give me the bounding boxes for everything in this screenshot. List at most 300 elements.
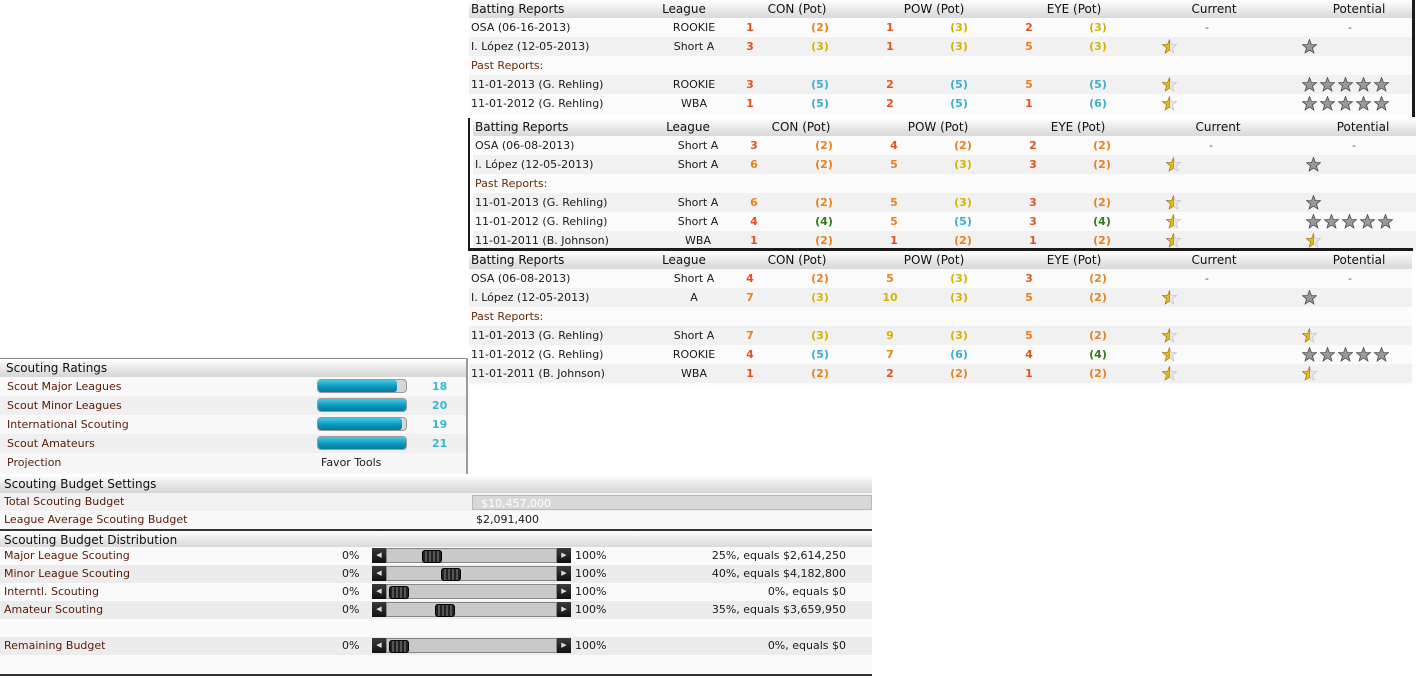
star-icon <box>1302 347 1317 362</box>
pow-pot-value: (3) <box>950 21 968 34</box>
report-source: OSA (06-08-2013) <box>475 139 575 152</box>
report-source: 11-01-2012 (G. Rehling) <box>471 348 604 361</box>
star-icon <box>1302 39 1317 54</box>
report-row[interactable] <box>469 269 1412 288</box>
half-star-icon <box>1302 366 1317 381</box>
slider-increment-button[interactable]: ▶ <box>557 602 571 617</box>
slider-max-label: 100% <box>575 603 607 616</box>
star-icon <box>1324 214 1339 229</box>
ratings-border <box>466 358 468 474</box>
half-star-icon <box>1302 328 1317 343</box>
current-rating-stars <box>1162 366 1180 381</box>
scouting-rating-bar <box>317 398 407 412</box>
eye-pot-value: (2) <box>1093 158 1111 171</box>
half-star-icon <box>1162 366 1177 381</box>
eye-value: 2 <box>1025 21 1033 34</box>
budget-row-summary: 25%, equals $2,614,250 <box>711 549 846 562</box>
pow-value: 2 <box>886 97 894 110</box>
pow-value: 7 <box>886 348 894 361</box>
star-icon <box>1338 96 1353 111</box>
pow-pot-value: (3) <box>950 40 968 53</box>
slider-decrement-button[interactable]: ◀ <box>372 638 386 653</box>
report-source: 11-01-2013 (G. Rehling) <box>471 78 604 91</box>
pow-value: 1 <box>890 234 898 247</box>
budget-distribution-title: Scouting Budget Distribution <box>0 531 872 549</box>
header-league[interactable]: League <box>666 120 710 134</box>
scouting-rating-bar-fill <box>318 437 406 449</box>
star-icon <box>1374 347 1389 362</box>
past-reports-label: Past Reports: <box>471 59 544 72</box>
report-league: WBA <box>685 234 711 247</box>
report-league: Short A <box>677 139 719 152</box>
report-source: 11-01-2011 (B. Johnson) <box>471 367 605 380</box>
con-pot-value: (3) <box>811 291 829 304</box>
pow-pot-value: (5) <box>950 78 968 91</box>
current-rating-empty: - <box>1205 21 1209 34</box>
report-source: I. López (12-05-2013) <box>475 158 594 171</box>
pow-pot-value: (3) <box>954 158 972 171</box>
eye-pot-value: (2) <box>1089 329 1107 342</box>
potential-rating-stars <box>1302 39 1320 54</box>
report-header-row <box>469 0 1412 18</box>
batting-report-table <box>469 251 1412 385</box>
slider-min-label: 0% <box>342 639 360 652</box>
scouting-ratings-title: Scouting Ratings <box>0 359 467 377</box>
report-row[interactable] <box>469 18 1412 37</box>
eye-value: 3 <box>1025 272 1033 285</box>
bottom-border <box>0 674 872 676</box>
eye-value: 3 <box>1029 196 1037 209</box>
budget-settings-title: Scouting Budget Settings <box>0 475 872 493</box>
report-league: ROOKIE <box>672 21 716 34</box>
con-value: 6 <box>750 158 758 171</box>
star-icon <box>1306 214 1321 229</box>
report-source: 11-01-2013 (G. Rehling) <box>475 196 608 209</box>
current-rating-empty: - <box>1209 139 1213 152</box>
pow-value: 5 <box>886 272 894 285</box>
header-potential[interactable]: Potential <box>1336 120 1390 134</box>
report-league: Short A <box>677 158 719 171</box>
report-row[interactable] <box>469 364 1412 383</box>
slider-increment-button[interactable]: ▶ <box>557 566 571 581</box>
pow-value: 5 <box>890 196 898 209</box>
scouting-rating-value: 20 <box>432 399 448 412</box>
scouting-rating-bar-fill <box>318 418 402 430</box>
report-league: ROOKIE <box>672 348 716 361</box>
spacer-row <box>0 619 872 637</box>
scouting-rating-label: International Scouting <box>7 418 129 431</box>
report-row[interactable] <box>473 212 1416 231</box>
report-source: 11-01-2012 (G. Rehling) <box>471 97 604 110</box>
past-reports-row <box>469 307 1412 326</box>
potential-rating-stars <box>1306 195 1324 210</box>
con-value: 7 <box>746 291 754 304</box>
eye-value: 5 <box>1025 78 1033 91</box>
league-average-row <box>0 511 872 529</box>
report-source: 11-01-2011 (B. Johnson) <box>475 234 609 247</box>
scouting-rating-label: Scout Amateurs <box>7 437 95 450</box>
eye-value: 2 <box>1029 139 1037 152</box>
potential-rating-stars <box>1306 157 1324 172</box>
header-batting-reports[interactable]: Batting Reports <box>475 120 569 134</box>
report-row[interactable] <box>469 75 1412 94</box>
header-con-pot[interactable]: CON (Pot) <box>767 253 827 267</box>
pow-pot-value: (5) <box>954 215 972 228</box>
scouting-rating-bar <box>317 379 407 393</box>
half-star-icon <box>1166 157 1181 172</box>
slider-min-label: 0% <box>342 549 360 562</box>
total-budget-input[interactable]: $10,457,000 <box>472 495 872 510</box>
star-icon <box>1302 290 1317 305</box>
projection-value[interactable]: Favor Tools <box>321 456 382 469</box>
con-pot-value: (5) <box>811 78 829 91</box>
projection-row <box>0 453 467 472</box>
half-star-icon <box>1166 195 1181 210</box>
eye-pot-value: (2) <box>1093 196 1111 209</box>
pow-pot-value: (3) <box>950 291 968 304</box>
con-pot-value: (2) <box>811 21 829 34</box>
slider-max-label: 100% <box>575 549 607 562</box>
current-rating-stars <box>1166 195 1184 210</box>
potential-rating-stars <box>1302 290 1320 305</box>
half-star-icon <box>1162 290 1177 305</box>
pow-value: 5 <box>890 158 898 171</box>
scouting-rating-bar-fill <box>318 399 406 411</box>
report-league: WBA <box>681 97 707 110</box>
eye-value: 4 <box>1025 348 1033 361</box>
pow-value: 1 <box>886 21 894 34</box>
header-eye-pot[interactable]: EYE (Pot) <box>1046 253 1102 267</box>
eye-value: 5 <box>1025 40 1033 53</box>
slider-max-label: 100% <box>575 585 607 598</box>
con-pot-value: (2) <box>811 367 829 380</box>
slider-min-label: 0% <box>342 603 360 616</box>
con-pot-value: (2) <box>815 139 833 152</box>
budget-slider-track[interactable] <box>386 638 557 653</box>
star-icon <box>1306 157 1321 172</box>
eye-pot-value: (2) <box>1089 291 1107 304</box>
report-league: Short A <box>677 196 719 209</box>
budget-slider-thumb[interactable] <box>422 550 442 563</box>
scouting-rating-row <box>0 377 467 396</box>
eye-value: 3 <box>1029 158 1037 171</box>
report-source: OSA (06-08-2013) <box>471 272 571 285</box>
con-value: 1 <box>746 97 754 110</box>
header-con-pot[interactable]: CON (Pot) <box>767 2 827 16</box>
scouting-rating-value: 18 <box>432 380 448 393</box>
star-icon <box>1356 96 1371 111</box>
eye-pot-value: (4) <box>1093 215 1111 228</box>
report-source: I. López (12-05-2013) <box>471 40 590 53</box>
budget-row-summary: 0%, equals $0 <box>767 585 846 598</box>
star-icon <box>1356 347 1371 362</box>
scouting-ratings-panel <box>0 358 467 474</box>
report-border <box>468 118 470 250</box>
budget-slider-track[interactable] <box>386 584 557 599</box>
eye-pot-value: (3) <box>1089 40 1107 53</box>
pow-pot-value: (2) <box>950 367 968 380</box>
eye-pot-value: (2) <box>1093 139 1111 152</box>
past-reports-row <box>473 174 1416 193</box>
eye-pot-value: (2) <box>1093 234 1111 247</box>
report-row[interactable] <box>469 288 1412 307</box>
pow-pot-value: (2) <box>954 139 972 152</box>
star-icon <box>1378 214 1393 229</box>
con-value: 3 <box>750 139 758 152</box>
budget-row-label: Minor League Scouting <box>4 567 130 580</box>
budget-row-summary: 0%, equals $0 <box>767 639 846 652</box>
star-icon <box>1320 77 1335 92</box>
scouting-rating-bar-fill <box>318 380 397 392</box>
slider-increment-button[interactable]: ▶ <box>557 638 571 653</box>
eye-value: 1 <box>1029 234 1037 247</box>
potential-rating-empty: - <box>1348 272 1352 285</box>
budget-row <box>0 583 872 601</box>
header-current[interactable]: Current <box>1195 120 1241 134</box>
scouting-rating-row <box>0 415 467 434</box>
report-league: Short A <box>673 329 715 342</box>
current-rating-stars <box>1162 290 1180 305</box>
batting-report-table <box>469 0 1412 115</box>
eye-pot-value: (6) <box>1089 97 1107 110</box>
star-icon <box>1320 347 1335 362</box>
slider-min-label: 0% <box>342 567 360 580</box>
current-rating-stars <box>1166 214 1184 229</box>
report-league: Short A <box>673 272 715 285</box>
star-icon <box>1302 96 1317 111</box>
con-value: 6 <box>750 196 758 209</box>
pow-value: 2 <box>886 367 894 380</box>
scouting-rating-value: 21 <box>432 437 448 450</box>
eye-pot-value: (4) <box>1089 348 1107 361</box>
report-source: OSA (06-16-2013) <box>471 21 571 34</box>
pow-value: 2 <box>886 78 894 91</box>
budget-row-summary: 35%, equals $3,659,950 <box>711 603 846 616</box>
header-league[interactable]: League <box>662 2 706 16</box>
current-rating-stars <box>1162 39 1180 54</box>
current-rating-stars <box>1162 77 1180 92</box>
budget-row-label: Amateur Scouting <box>4 603 104 616</box>
pow-value: 1 <box>886 40 894 53</box>
con-value: 1 <box>746 21 754 34</box>
slider-increment-button[interactable]: ▶ <box>557 584 571 599</box>
con-value: 4 <box>746 348 754 361</box>
current-rating-stars <box>1166 233 1184 248</box>
pow-pot-value: (3) <box>950 272 968 285</box>
con-pot-value: (2) <box>815 196 833 209</box>
header-potential[interactable]: Potential <box>1332 2 1386 16</box>
pow-value: 10 <box>882 291 898 304</box>
half-star-icon <box>1166 214 1181 229</box>
report-row[interactable] <box>469 94 1412 113</box>
eye-pot-value: (2) <box>1089 367 1107 380</box>
header-batting-reports[interactable]: Batting Reports <box>471 2 565 16</box>
past-reports-label: Past Reports: <box>471 310 544 323</box>
pow-pot-value: (6) <box>950 348 968 361</box>
scouting-rating-row <box>0 396 467 415</box>
star-icon <box>1302 77 1317 92</box>
eye-value: 1 <box>1025 367 1033 380</box>
slider-decrement-button[interactable]: ◀ <box>372 548 386 563</box>
header-eye-pot[interactable]: EYE (Pot) <box>1046 2 1102 16</box>
budget-row <box>0 601 872 619</box>
header-con-pot[interactable]: CON (Pot) <box>771 120 831 134</box>
slider-decrement-button[interactable]: ◀ <box>372 584 386 599</box>
current-rating-empty: - <box>1205 272 1209 285</box>
report-source: 11-01-2013 (G. Rehling) <box>471 329 604 342</box>
pow-pot-value: (2) <box>954 234 972 247</box>
con-pot-value: (2) <box>815 234 833 247</box>
potential-rating-stars <box>1306 214 1396 229</box>
budget-settings-panel <box>0 475 872 529</box>
budget-slider-thumb[interactable] <box>435 604 455 617</box>
header-eye-pot[interactable]: EYE (Pot) <box>1050 120 1106 134</box>
half-star-icon <box>1162 77 1177 92</box>
pow-value: 4 <box>890 139 898 152</box>
eye-pot-value: (2) <box>1089 272 1107 285</box>
projection-label: Projection <box>7 456 62 469</box>
con-value: 3 <box>746 78 754 91</box>
current-rating-stars <box>1162 96 1180 111</box>
budget-slider-thumb[interactable] <box>389 586 409 599</box>
eye-value: 5 <box>1025 291 1033 304</box>
report-header-row <box>469 251 1412 269</box>
potential-rating-empty: - <box>1348 21 1352 34</box>
budget-row <box>0 547 872 565</box>
report-row[interactable] <box>473 136 1416 155</box>
pow-pot-value: (5) <box>950 97 968 110</box>
pow-pot-value: (3) <box>950 329 968 342</box>
scouting-rating-value: 19 <box>432 418 448 431</box>
report-row[interactable] <box>469 345 1412 364</box>
half-star-icon <box>1162 96 1177 111</box>
con-pot-value: (4) <box>815 215 833 228</box>
con-value: 7 <box>746 329 754 342</box>
report-row[interactable] <box>469 326 1412 345</box>
budget-row-label: Interntl. Scouting <box>4 585 100 598</box>
header-current[interactable]: Current <box>1191 253 1237 267</box>
pow-value: 5 <box>890 215 898 228</box>
budget-slider-thumb[interactable] <box>389 640 409 653</box>
total-budget-row <box>0 493 872 511</box>
past-reports-row <box>469 56 1412 75</box>
budget-distribution-panel <box>0 531 872 675</box>
half-star-icon <box>1306 233 1321 248</box>
total-budget-label: Total Scouting Budget <box>4 495 125 508</box>
half-star-icon <box>1162 328 1177 343</box>
current-rating-stars <box>1162 328 1180 343</box>
con-value: 3 <box>746 40 754 53</box>
con-pot-value: (3) <box>811 329 829 342</box>
budget-slider-track[interactable] <box>386 548 557 563</box>
con-pot-value: (2) <box>811 272 829 285</box>
pow-value: 9 <box>886 329 894 342</box>
pow-pot-value: (3) <box>954 196 972 209</box>
report-row[interactable] <box>473 155 1416 174</box>
scouting-rating-label: Scout Major Leagues <box>7 380 122 393</box>
header-current[interactable]: Current <box>1191 2 1237 16</box>
report-league: Short A <box>677 215 719 228</box>
con-value: 1 <box>750 234 758 247</box>
budget-row-label: Remaining Budget <box>4 639 106 652</box>
potential-rating-empty: - <box>1352 139 1356 152</box>
budget-row-label: Major League Scouting <box>4 549 130 562</box>
con-pot-value: (3) <box>811 40 829 53</box>
budget-slider-track[interactable] <box>386 602 557 617</box>
report-row[interactable] <box>469 37 1412 56</box>
star-icon <box>1338 347 1353 362</box>
report-header-row <box>473 118 1416 136</box>
potential-rating-stars <box>1302 96 1392 111</box>
potential-rating-stars <box>1302 347 1392 362</box>
header-pow-pot[interactable]: POW (Pot) <box>907 120 969 134</box>
star-icon <box>1320 96 1335 111</box>
con-value: 4 <box>746 272 754 285</box>
current-rating-stars <box>1166 157 1184 172</box>
report-league: WBA <box>681 367 707 380</box>
half-star-icon <box>1166 233 1181 248</box>
slider-min-label: 0% <box>342 585 360 598</box>
eye-value: 1 <box>1025 97 1033 110</box>
half-star-icon <box>1162 39 1177 54</box>
star-icon <box>1342 214 1357 229</box>
scouting-rating-bar <box>317 436 407 450</box>
report-border <box>1412 0 1415 117</box>
budget-row <box>0 637 872 655</box>
eye-pot-value: (3) <box>1089 21 1107 34</box>
con-pot-value: (5) <box>811 97 829 110</box>
report-league: Short A <box>673 40 715 53</box>
star-icon <box>1374 77 1389 92</box>
star-icon <box>1356 77 1371 92</box>
star-icon <box>1360 214 1375 229</box>
header-league[interactable]: League <box>662 253 706 267</box>
eye-value: 5 <box>1025 329 1033 342</box>
slider-decrement-button[interactable]: ◀ <box>372 566 386 581</box>
report-source: 11-01-2012 (G. Rehling) <box>475 215 608 228</box>
slider-decrement-button[interactable]: ◀ <box>372 602 386 617</box>
slider-increment-button[interactable]: ▶ <box>557 548 571 563</box>
report-row[interactable] <box>473 193 1416 212</box>
header-pow-pot[interactable]: POW (Pot) <box>903 2 965 16</box>
scouting-rating-bar <box>317 417 407 431</box>
half-star-icon <box>1162 347 1177 362</box>
potential-rating-stars <box>1302 328 1320 343</box>
con-pot-value: (2) <box>815 158 833 171</box>
report-league: ROOKIE <box>672 78 716 91</box>
potential-rating-stars <box>1306 233 1324 248</box>
header-batting-reports[interactable]: Batting Reports <box>471 253 565 267</box>
report-source: I. López (12-05-2013) <box>471 291 590 304</box>
budget-slider-track[interactable] <box>386 566 557 581</box>
header-potential[interactable]: Potential <box>1332 253 1386 267</box>
header-pow-pot[interactable]: POW (Pot) <box>903 253 965 267</box>
star-icon <box>1306 195 1321 210</box>
star-icon <box>1374 96 1389 111</box>
budget-slider-thumb[interactable] <box>441 568 461 581</box>
league-average-label: League Average Scouting Budget <box>4 513 188 526</box>
batting-report-table <box>473 118 1416 248</box>
budget-row <box>0 565 872 583</box>
slider-max-label: 100% <box>575 567 607 580</box>
slider-max-label: 100% <box>575 639 607 652</box>
report-league: A <box>690 291 698 304</box>
scouting-rating-row <box>0 434 467 453</box>
star-icon <box>1338 77 1353 92</box>
eye-value: 3 <box>1029 215 1037 228</box>
current-rating-stars <box>1162 347 1180 362</box>
potential-rating-stars <box>1302 366 1320 381</box>
